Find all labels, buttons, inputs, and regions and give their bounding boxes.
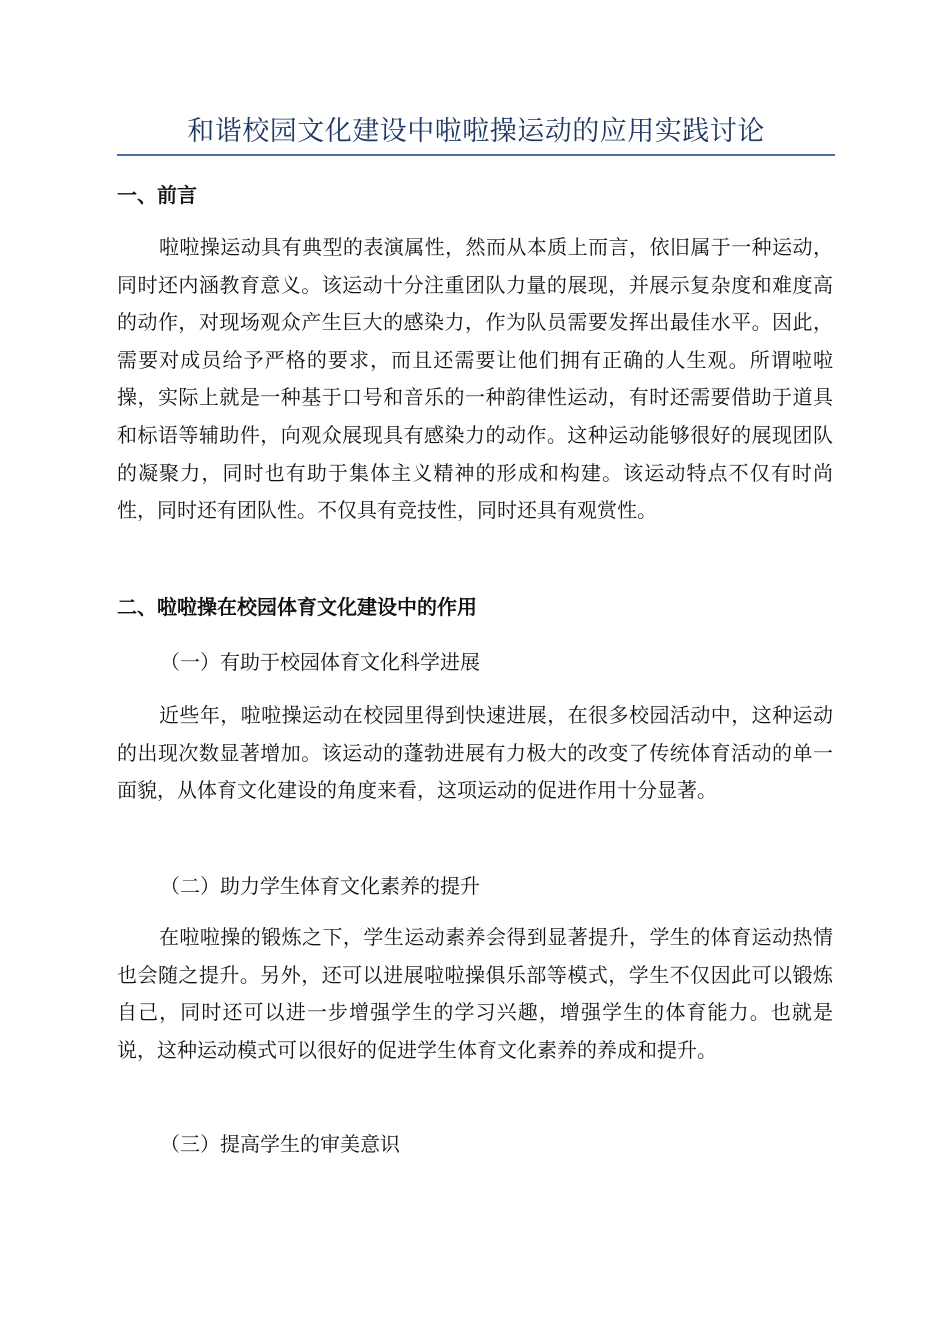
subsection-heading-3: （三）提高学生的审美意识	[160, 1132, 400, 1156]
subsection-heading-1: （一）有助于校园体育文化科学进展	[160, 650, 480, 674]
page-title: 和谐校园文化建设中啦啦操运动的应用实践讨论	[187, 116, 765, 147]
subsection-paragraph-2: 在啦啦操的锻炼之下，学生运动素养会得到显著提升，学生的体育运动热情也会随之提升。另外，还可以进展啦啦操俱乐部等模式，学生不仅因此可以锻炼自己，同时还可以进一步增强学生的学习兴趣，增强学生的体育能力。也就是说，这种运动模式可以很好的促进学生体育文化素养的养成和提升。	[117, 925, 833, 1062]
section-heading-intro: 一、前言	[117, 183, 197, 207]
subsection-heading-2: （二）助力学生体育文化素养的提升	[160, 874, 480, 898]
subsection-paragraph-1: 近些年，啦啦操运动在校园里得到快速进展，在很多校园活动中，这种运动的出现次数显著增加。该运动的蓬勃进展有力极大的改变了传统体育活动的单一面貌，从体育文化建设的角度来看，这项运动的促进作用十分显著。	[117, 703, 833, 803]
section-heading-role: 二、啦啦操在校园体育文化建设中的作用	[117, 595, 477, 619]
title-underline	[117, 154, 835, 156]
section-paragraph-intro: 啦啦操运动具有典型的表演属性，然而从本质上而言，依旧属于一种运动，同时还内涵教育意义。该运动十分注重团队力量的展现，并展示复杂度和难度高的动作，对现场观众产生巨大的感染力，作为队员需要发挥出最佳水平。因此，需要对成员给予严格的要求，而且还需要让他们拥有正确的人生观。所谓啦啦操，实际上就是一种基于口号和音乐的一种韵律性运动，有时还需要借助于道具和标语等辅助件，向观众展现具有感染力的动作。这种运动能够很好的展现团队的凝聚力，同时也有助于集体主义精神的形成和构建。该运动特点不仅有时尚性，同时还有团队性。不仅具有竞技性，同时还具有观赏性。	[117, 235, 833, 523]
